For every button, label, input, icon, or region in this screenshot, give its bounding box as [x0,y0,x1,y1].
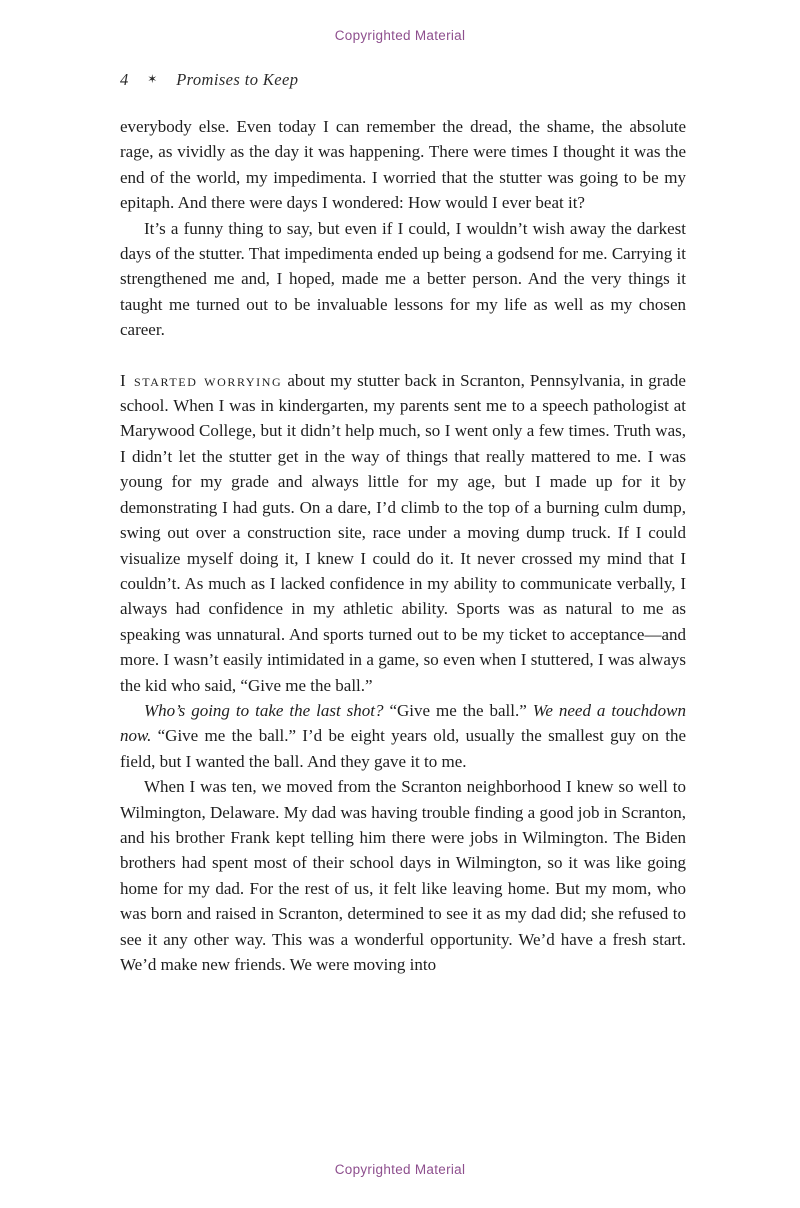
running-head [120,70,298,90]
text-run-italic: We need a touchdown now. [120,700,686,746]
paragraph [120,368,686,698]
text-run-smallcaps: I started worrying [120,370,283,390]
book-title: Promises to Keep [176,70,299,89]
text-run: When I was ten, we moved from the Scranton neighborhood I knew so well to Wilmington, Delaware. My dad was having trouble finding a good job in Scranton, and his brother Frank kept telling him there were jobs in Wilmington. The Biden brothers had spent most of their school days in Wilmington, so it was like going home for my dad. For the rest of us, it felt like leaving home. But my mom, who was born and raised in Scranton, determined to see it as my dad did; she refused to see it any other way. This was a wonderful opportunity. We’d have a fresh start. We’d make new friends. We were moving into [120,777,686,974]
text-run: about my stutter back in Scranton, Pennsylvania, in grade school. When I was in kindergarten, my parents sent me to a speech pathologist at Marywood College, but it didn’t help much, so I went only a few times. Truth was, I didn’t let the stutter get in the way of things that really mattered to me. I was young for my grade and always little for my age, but I made up for it by demonstrating I had guts. On a dare, I’d climb to the top of a burning culm dump, swing out over a construction site, race under a moving dump truck. If I could visualize myself doing it, I knew I could do it. It never crossed my mind that I couldn’t. As much as I lacked confidence in my ability to communicate verbally, I always had confidence in my athletic ability. Sports was as natural to me as speaking was unnatural. And sports turned out to be my ticket to acceptance—and more. I wasn’t easily intimidated in a game, so even when I stuttered, I was always the kid who said, “Give me the ball.” [120,370,686,695]
paragraph [120,216,686,343]
copyright-notice-top: Copyrighted Material [334,28,466,43]
body-text [120,114,686,977]
paragraph [120,774,686,977]
page-number: 4 [120,70,129,89]
text-run: everybody else. Even today I can remember the dread, the shame, the absolute rage, as vividly as the day it was happening. There were times I thought it was the end of the world, my impedimenta. I worried that the stutter was going to be my epitaph. And there were days I wondered: How would I ever beat it? [120,117,686,213]
star-separator-icon: ✶ [147,72,158,86]
paragraph [120,114,686,216]
text-run-italic: Who’s going to take the last shot? [144,700,384,720]
copyright-notice-bottom: Copyrighted Material [334,1162,466,1177]
text-run: “Give me the ball.” [383,700,533,720]
text-run: “Give me the ball.” I’d be eight years old, usually the smallest guy on the field, but I wanted the ball. And they gave it to me. [120,726,686,771]
paragraph [120,698,686,774]
text-run: It’s a funny thing to say, but even if I could, I wouldn’t wish away the darkest days of the stutter. That impedimenta ended up being a godsend for me. Carrying it strengthened me and, I hoped, made me a better person. And the very things it taught me turned out to be invaluable lessons for my life as well as my chosen career. [120,218,686,340]
